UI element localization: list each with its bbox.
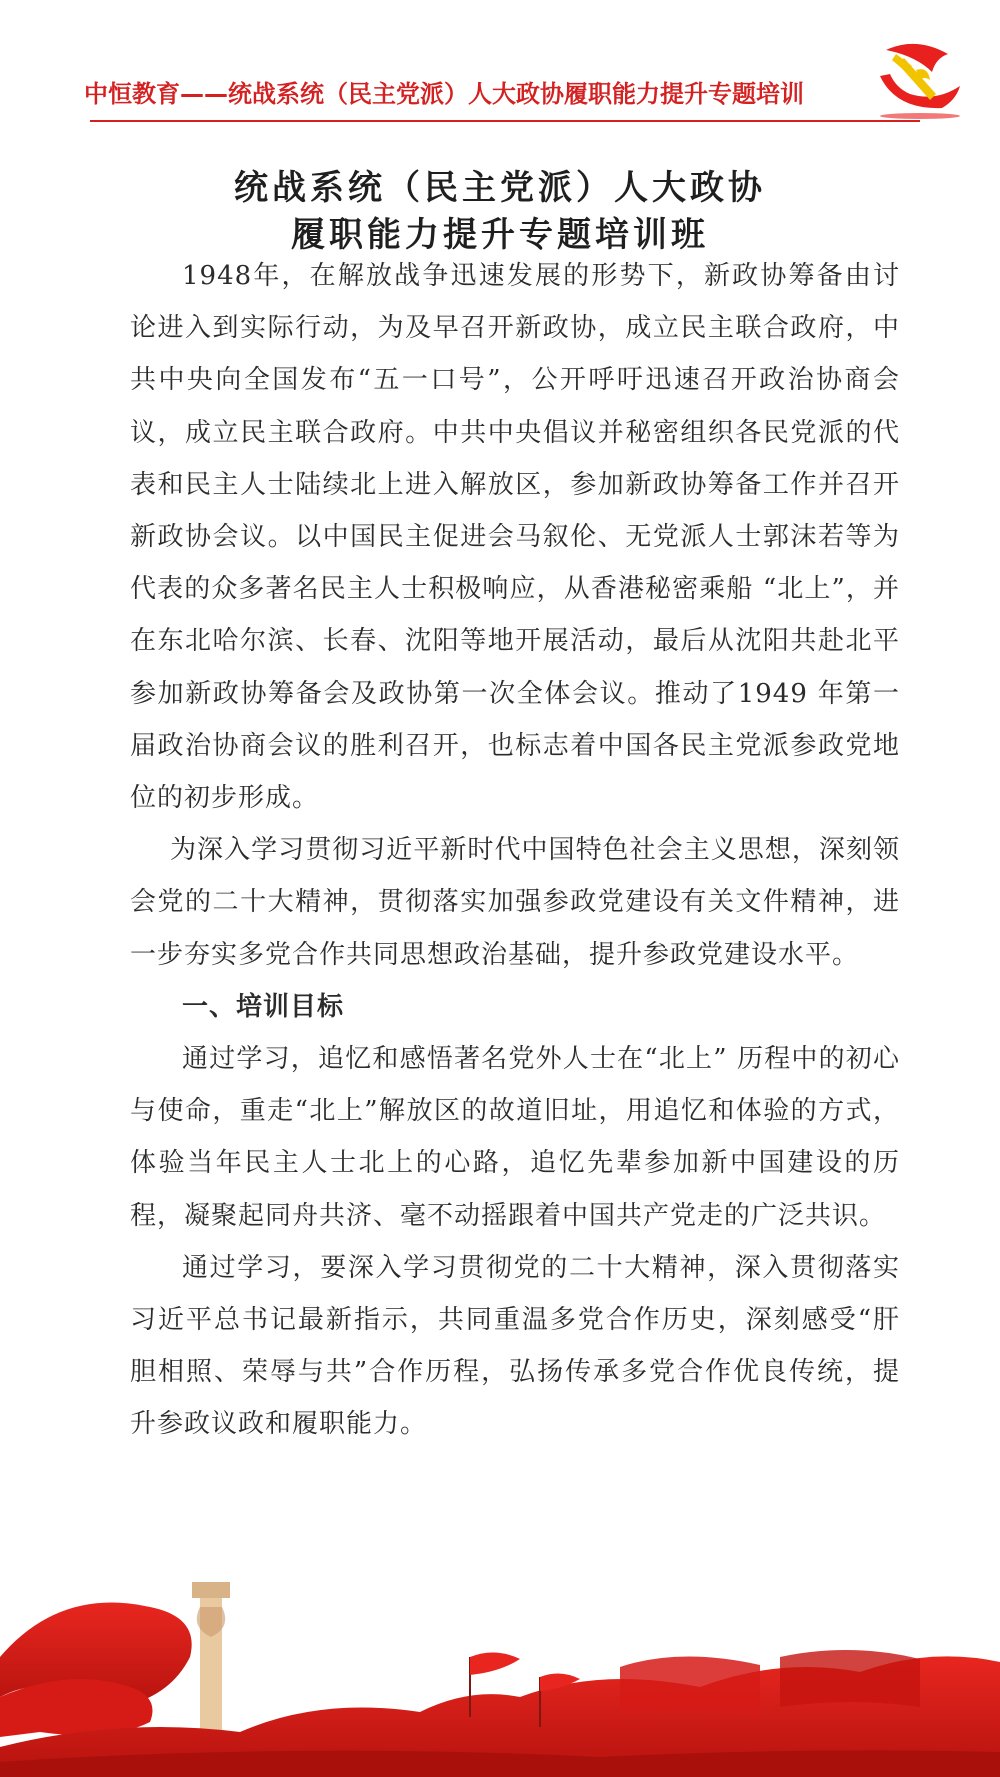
paragraph: 通过学习，追忆和感悟著名党外人士在“北上” 历程中的初心与使命，重走“北上”解放区的故道旧址，用追忆和体验的方式，体验当年民主人士北上的心路，追忆先辈参加新中国建设的历程，凝聚起同舟共济、毫不动摇跟着中国共产党走的广泛共识。	[130, 1044, 900, 1231]
red-flag-banner-decoration	[0, 1547, 1000, 1777]
header-divider	[90, 120, 920, 122]
header-title: 中恒教育——统战系统（民主党派）人大政协履职能力提升专题培训	[84, 80, 804, 108]
document-title-line1: 统战系统（民主党派）人大政协	[234, 168, 766, 208]
document-title-line2: 履职能力提升专题培训班	[291, 215, 709, 255]
document-body	[130, 250, 900, 1451]
section-heading: 一、培训目标	[182, 991, 345, 1022]
paragraph: 1948年，在解放战争迅速发展的形势下，新政协筹备由讨论进入到实际行动，为及早召开新政协，成立民主联合政府，中共中央向全国发布“五一口号”，公开呼吁迅速召开政治协商会议，成立民主联合政府。中共中央倡议并秘密组织各民党派的代表和民主人士陆续北上进入解放区，参加新政协筹备工作并召开新政协会议。以中国民主促进会马叙伦、无党派人士郭沫若等为代表的众多著名民主人士积极响应，从香港秘密乘船 “北上”，并在东北哈尔滨、长春、沈阳等地开展活动，最后从沈阳共赴北平参加新政协筹备会及政协第一次全体会议。推动了1949 年第一届政治协商会议的胜利召开，也标志着中国各民主党派参政党地位的初步形成。	[130, 261, 900, 814]
paragraph: 通过学习，要深入学习贯彻党的二十大精神，深入贯彻落实习近平总书记最新指示，共同重温多党合作历史，深刻感受“肝胆相照、荣辱与共”合作历程，弘扬传承多党合作优良传统，提升参政议政和履职能力。	[130, 1252, 900, 1440]
paragraph: 为深入学习贯彻习近平新时代中国特色社会主义思想，深刻领会党的二十大精神，贯彻落实加强参政党建设有关文件精神，进一步夯实多党合作共同思想政治基础，提升参政党建设水平。	[130, 835, 900, 970]
party-emblem-icon	[866, 36, 966, 120]
